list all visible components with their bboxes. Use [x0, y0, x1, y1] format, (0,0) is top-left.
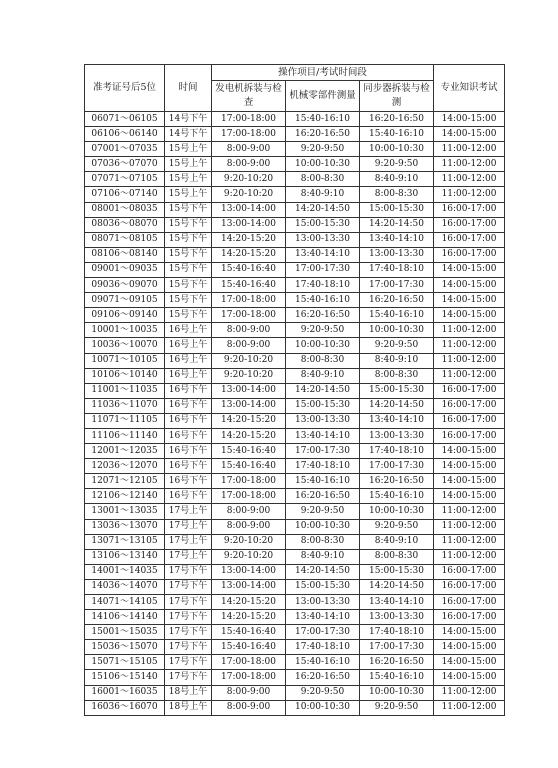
candidate-id-cell: 08001～08035: [85, 202, 165, 217]
measurement-slot-cell: 10:00-10:30: [286, 519, 360, 534]
synchronizer-slot-cell: 8:00-8:30: [360, 549, 434, 564]
synchronizer-slot-cell: 16:20-16:50: [360, 112, 434, 127]
generator-slot-cell: 9:20-10:20: [212, 368, 286, 383]
table-row: [85, 700, 505, 715]
knowledge-slot-cell: 16:00-17:00: [434, 202, 505, 217]
generator-slot-cell: 17:00-18:00: [212, 474, 286, 489]
measurement-slot-cell: 14:20-14:50: [286, 564, 360, 579]
synchronizer-slot-cell: 16:20-16:50: [360, 293, 434, 308]
generator-slot-cell: 8:00-9:00: [212, 700, 286, 715]
candidate-id-cell: 10071～10105: [85, 353, 165, 368]
measurement-slot-cell: 15:40-16:10: [286, 112, 360, 127]
measurement-slot-cell: 13:40-14:10: [286, 428, 360, 443]
candidate-id-cell: 09071～09105: [85, 293, 165, 308]
time-cell: 17号上午: [165, 534, 212, 549]
knowledge-slot-cell: 11:00-12:00: [434, 549, 505, 564]
measurement-slot-cell: 10:00-10:30: [286, 157, 360, 172]
measurement-slot-cell: 8:00-8:30: [286, 534, 360, 549]
time-cell: 15号上午: [165, 157, 212, 172]
table-row: [85, 308, 505, 323]
table-row: [85, 172, 505, 187]
synchronizer-slot-cell: 13:00-13:30: [360, 610, 434, 625]
table-row: [85, 459, 505, 474]
knowledge-slot-cell: 16:00-17:00: [434, 217, 505, 232]
measurement-slot-cell: 13:40-14:10: [286, 247, 360, 262]
knowledge-slot-cell: 11:00-12:00: [434, 142, 505, 157]
time-cell: 16号上午: [165, 338, 212, 353]
time-cell: 15号下午: [165, 308, 212, 323]
time-cell: 15号下午: [165, 247, 212, 262]
table-row: [85, 444, 505, 459]
knowledge-slot-cell: 11:00-12:00: [434, 534, 505, 549]
knowledge-slot-cell: 14:00-15:00: [434, 625, 505, 640]
time-cell: 16号下午: [165, 413, 212, 428]
synchronizer-slot-cell: 9:20-9:50: [360, 700, 434, 715]
synchronizer-slot-cell: 13:00-13:30: [360, 247, 434, 262]
synchronizer-slot-cell: 9:20-9:50: [360, 338, 434, 353]
measurement-slot-cell: 15:40-16:10: [286, 474, 360, 489]
knowledge-slot-cell: 16:00-17:00: [434, 595, 505, 610]
measurement-slot-cell: 15:00-15:30: [286, 579, 360, 594]
time-cell: 16号下午: [165, 459, 212, 474]
generator-slot-cell: 8:00-9:00: [212, 338, 286, 353]
knowledge-slot-cell: 14:00-15:00: [434, 474, 505, 489]
candidate-id-cell: 11036～11070: [85, 398, 165, 413]
knowledge-slot-cell: 11:00-12:00: [434, 700, 505, 715]
candidate-id-cell: 16036～16070: [85, 700, 165, 715]
table-row: [85, 278, 505, 293]
candidate-id-cell: 13071～13105: [85, 534, 165, 549]
generator-slot-cell: 8:00-9:00: [212, 519, 286, 534]
generator-slot-cell: 15:40-16:40: [212, 278, 286, 293]
synchronizer-slot-cell: 15:40-16:10: [360, 670, 434, 685]
time-cell: 15号上午: [165, 142, 212, 157]
knowledge-slot-cell: 11:00-12:00: [434, 353, 505, 368]
table-row: [85, 383, 505, 398]
synchronizer-slot-cell: 9:20-9:50: [360, 519, 434, 534]
candidate-id-cell: 09001～09035: [85, 262, 165, 277]
time-cell: 14号下午: [165, 127, 212, 142]
synchronizer-slot-cell: 9:20-9:50: [360, 157, 434, 172]
measurement-slot-cell: 8:40-9:10: [286, 368, 360, 383]
time-cell: 17号下午: [165, 625, 212, 640]
table-row: [85, 338, 505, 353]
measurement-slot-cell: 17:40-18:10: [286, 640, 360, 655]
time-cell: 18号上午: [165, 685, 212, 700]
candidate-id-cell: 16001～16035: [85, 685, 165, 700]
synchronizer-slot-cell: 16:20-16:50: [360, 474, 434, 489]
generator-slot-cell: 17:00-18:00: [212, 670, 286, 685]
synchronizer-slot-cell: 13:40-14:10: [360, 413, 434, 428]
time-cell: 15号下午: [165, 278, 212, 293]
time-cell: 15号下午: [165, 293, 212, 308]
synchronizer-slot-cell: 8:40-9:10: [360, 172, 434, 187]
time-cell: 17号下午: [165, 579, 212, 594]
knowledge-slot-cell: 16:00-17:00: [434, 247, 505, 262]
generator-slot-cell: 17:00-18:00: [212, 112, 286, 127]
table-row: [85, 685, 505, 700]
time-cell: 14号下午: [165, 112, 212, 127]
synchronizer-slot-cell: 14:20-14:50: [360, 217, 434, 232]
synchronizer-slot-cell: 16:20-16:50: [360, 655, 434, 670]
knowledge-slot-cell: 11:00-12:00: [434, 368, 505, 383]
knowledge-slot-cell: 14:00-15:00: [434, 278, 505, 293]
synchronizer-slot-cell: 8:40-9:10: [360, 534, 434, 549]
generator-slot-cell: 14:20-15:20: [212, 595, 286, 610]
time-cell: 17号下午: [165, 655, 212, 670]
measurement-slot-cell: 9:20-9:50: [286, 142, 360, 157]
time-cell: 15号下午: [165, 262, 212, 277]
candidate-id-cell: 10036～10070: [85, 338, 165, 353]
candidate-id-cell: 06106～06140: [85, 127, 165, 142]
measurement-slot-cell: 8:00-8:30: [286, 172, 360, 187]
generator-slot-cell: 9:20-10:20: [212, 187, 286, 202]
synchronizer-slot-cell: 15:00-15:30: [360, 564, 434, 579]
synchronizer-slot-cell: 15:40-16:10: [360, 308, 434, 323]
candidate-id-cell: 11071～11105: [85, 413, 165, 428]
time-cell: 17号下午: [165, 564, 212, 579]
table-row: [85, 519, 505, 534]
synchronizer-slot-cell: 10:00-10:30: [360, 504, 434, 519]
generator-slot-cell: 8:00-9:00: [212, 157, 286, 172]
synchronizer-slot-cell: 13:40-14:10: [360, 232, 434, 247]
time-cell: 17号下午: [165, 670, 212, 685]
header-knowledge-exam: 专业知识考试: [434, 65, 505, 112]
generator-slot-cell: 14:20-15:20: [212, 232, 286, 247]
time-cell: 15号上午: [165, 172, 212, 187]
time-cell: 18号上午: [165, 700, 212, 715]
synchronizer-slot-cell: 13:40-14:10: [360, 595, 434, 610]
knowledge-slot-cell: 11:00-12:00: [434, 172, 505, 187]
table-row: [85, 428, 505, 443]
time-cell: 17号下午: [165, 595, 212, 610]
knowledge-slot-cell: 14:00-15:00: [434, 489, 505, 504]
table-row: [85, 293, 505, 308]
knowledge-slot-cell: 11:00-12:00: [434, 157, 505, 172]
candidate-id-cell: 12071～12105: [85, 474, 165, 489]
candidate-id-cell: 12036～12070: [85, 459, 165, 474]
knowledge-slot-cell: 16:00-17:00: [434, 232, 505, 247]
knowledge-slot-cell: 16:00-17:00: [434, 398, 505, 413]
candidate-id-cell: 11001～11035: [85, 383, 165, 398]
knowledge-slot-cell: 14:00-15:00: [434, 293, 505, 308]
candidate-id-cell: 10001～10035: [85, 323, 165, 338]
synchronizer-slot-cell: 15:00-15:30: [360, 202, 434, 217]
knowledge-slot-cell: 16:00-17:00: [434, 610, 505, 625]
table-row: [85, 262, 505, 277]
table-row: [85, 157, 505, 172]
candidate-id-cell: 08071～08105: [85, 232, 165, 247]
candidate-id-cell: 13106～13140: [85, 549, 165, 564]
time-cell: 16号下午: [165, 428, 212, 443]
table-row: [85, 112, 505, 127]
time-cell: 15号下午: [165, 232, 212, 247]
table-row: [85, 474, 505, 489]
generator-slot-cell: 8:00-9:00: [212, 504, 286, 519]
time-cell: 15号上午: [165, 187, 212, 202]
generator-slot-cell: 17:00-18:00: [212, 655, 286, 670]
table-row: [85, 595, 505, 610]
knowledge-slot-cell: 16:00-17:00: [434, 579, 505, 594]
candidate-id-cell: 15106～15140: [85, 670, 165, 685]
time-cell: 16号下午: [165, 489, 212, 504]
table-row: [85, 489, 505, 504]
candidate-id-cell: 12106～12140: [85, 489, 165, 504]
synchronizer-slot-cell: 17:40-18:10: [360, 262, 434, 277]
schedule-page: [84, 64, 504, 716]
synchronizer-slot-cell: 15:40-16:10: [360, 127, 434, 142]
synchronizer-slot-cell: 14:20-14:50: [360, 579, 434, 594]
measurement-slot-cell: 16:20-16:50: [286, 127, 360, 142]
measurement-slot-cell: 9:20-9:50: [286, 504, 360, 519]
generator-slot-cell: 17:00-18:00: [212, 308, 286, 323]
candidate-id-cell: 07001～07035: [85, 142, 165, 157]
measurement-slot-cell: 9:20-9:50: [286, 323, 360, 338]
table-row: [85, 247, 505, 262]
knowledge-slot-cell: 14:00-15:00: [434, 640, 505, 655]
synchronizer-slot-cell: 8:40-9:10: [360, 353, 434, 368]
time-cell: 16号上午: [165, 323, 212, 338]
generator-slot-cell: 15:40-16:40: [212, 459, 286, 474]
generator-slot-cell: 17:00-18:00: [212, 489, 286, 504]
header-synchronizer-disassembly: 同步器拆装与检测: [360, 81, 434, 112]
generator-slot-cell: 14:20-15:20: [212, 247, 286, 262]
measurement-slot-cell: 17:00-17:30: [286, 625, 360, 640]
candidate-id-cell: 14001～14035: [85, 564, 165, 579]
table-row: [85, 549, 505, 564]
table-row: [85, 579, 505, 594]
generator-slot-cell: 9:20-10:20: [212, 534, 286, 549]
time-cell: 16号上午: [165, 353, 212, 368]
candidate-id-cell: 14071～14105: [85, 595, 165, 610]
candidate-id-cell: 11106～11140: [85, 428, 165, 443]
candidate-id-cell: 13001～13035: [85, 504, 165, 519]
knowledge-slot-cell: 14:00-15:00: [434, 308, 505, 323]
table-row: [85, 413, 505, 428]
candidate-id-cell: 14036～14070: [85, 579, 165, 594]
candidate-id-cell: 15071～15105: [85, 655, 165, 670]
generator-slot-cell: 9:20-10:20: [212, 549, 286, 564]
candidate-id-cell: 10106～10140: [85, 368, 165, 383]
measurement-slot-cell: 10:00-10:30: [286, 338, 360, 353]
knowledge-slot-cell: 14:00-15:00: [434, 262, 505, 277]
table-row: [85, 655, 505, 670]
table-row: [85, 202, 505, 217]
table-row: [85, 232, 505, 247]
table-row: [85, 187, 505, 202]
knowledge-slot-cell: 14:00-15:00: [434, 444, 505, 459]
measurement-slot-cell: 16:20-16:50: [286, 670, 360, 685]
candidate-id-cell: 12001～12035: [85, 444, 165, 459]
candidate-id-cell: 09106～09140: [85, 308, 165, 323]
generator-slot-cell: 8:00-9:00: [212, 685, 286, 700]
measurement-slot-cell: 15:40-16:10: [286, 293, 360, 308]
header-candidate-id: 准考证号后5位: [85, 65, 165, 112]
synchronizer-slot-cell: 17:00-17:30: [360, 640, 434, 655]
generator-slot-cell: 9:20-10:20: [212, 353, 286, 368]
knowledge-slot-cell: 11:00-12:00: [434, 338, 505, 353]
table-row: [85, 504, 505, 519]
candidate-id-cell: 15036～15070: [85, 640, 165, 655]
synchronizer-slot-cell: 17:00-17:30: [360, 278, 434, 293]
knowledge-slot-cell: 14:00-15:00: [434, 670, 505, 685]
candidate-id-cell: 08036～08070: [85, 217, 165, 232]
synchronizer-slot-cell: 14:20-14:50: [360, 398, 434, 413]
synchronizer-slot-cell: 15:00-15:30: [360, 383, 434, 398]
knowledge-slot-cell: 11:00-12:00: [434, 504, 505, 519]
synchronizer-slot-cell: 17:40-18:10: [360, 444, 434, 459]
table-row: [85, 323, 505, 338]
generator-slot-cell: 13:00-14:00: [212, 398, 286, 413]
generator-slot-cell: 17:00-18:00: [212, 293, 286, 308]
knowledge-slot-cell: 16:00-17:00: [434, 564, 505, 579]
table-row: [85, 610, 505, 625]
synchronizer-slot-cell: 15:40-16:10: [360, 489, 434, 504]
generator-slot-cell: 13:00-14:00: [212, 564, 286, 579]
measurement-slot-cell: 8:00-8:30: [286, 353, 360, 368]
measurement-slot-cell: 8:40-9:10: [286, 187, 360, 202]
generator-slot-cell: 15:40-16:40: [212, 640, 286, 655]
knowledge-slot-cell: 16:00-17:00: [434, 428, 505, 443]
generator-slot-cell: 14:20-15:20: [212, 428, 286, 443]
header-operation-items: 操作项目/考试时间段: [212, 65, 434, 81]
measurement-slot-cell: 16:20-16:50: [286, 308, 360, 323]
generator-slot-cell: 15:40-16:40: [212, 444, 286, 459]
synchronizer-slot-cell: 13:00-13:30: [360, 428, 434, 443]
candidate-id-cell: 07036～07070: [85, 157, 165, 172]
generator-slot-cell: 13:00-14:00: [212, 202, 286, 217]
knowledge-slot-cell: 14:00-15:00: [434, 112, 505, 127]
knowledge-slot-cell: 11:00-12:00: [434, 323, 505, 338]
candidate-id-cell: 07106～07140: [85, 187, 165, 202]
measurement-slot-cell: 17:40-18:10: [286, 278, 360, 293]
measurement-slot-cell: 17:40-18:10: [286, 459, 360, 474]
generator-slot-cell: 13:00-14:00: [212, 579, 286, 594]
table-row: [85, 670, 505, 685]
time-cell: 17号下午: [165, 610, 212, 625]
synchronizer-slot-cell: 17:40-18:10: [360, 625, 434, 640]
time-cell: 16号上午: [165, 368, 212, 383]
measurement-slot-cell: 15:00-15:30: [286, 398, 360, 413]
knowledge-slot-cell: 16:00-17:00: [434, 413, 505, 428]
header-time: 时间: [165, 65, 212, 112]
header-generator-disassembly: 发电机拆装与检查: [212, 81, 286, 112]
generator-slot-cell: 8:00-9:00: [212, 323, 286, 338]
table-row: [85, 217, 505, 232]
generator-slot-cell: 14:20-15:20: [212, 413, 286, 428]
measurement-slot-cell: 14:20-14:50: [286, 202, 360, 217]
time-cell: 17号上午: [165, 549, 212, 564]
knowledge-slot-cell: 11:00-12:00: [434, 519, 505, 534]
table-row: [85, 398, 505, 413]
measurement-slot-cell: 16:20-16:50: [286, 489, 360, 504]
time-cell: 16号下午: [165, 383, 212, 398]
generator-slot-cell: 8:00-9:00: [212, 142, 286, 157]
time-cell: 16号下午: [165, 444, 212, 459]
synchronizer-slot-cell: 10:00-10:30: [360, 685, 434, 700]
time-cell: 16号下午: [165, 398, 212, 413]
synchronizer-slot-cell: 8:00-8:30: [360, 187, 434, 202]
measurement-slot-cell: 9:20-9:50: [286, 685, 360, 700]
time-cell: 17号下午: [165, 640, 212, 655]
measurement-slot-cell: 13:00-13:30: [286, 232, 360, 247]
table-header: [85, 65, 505, 112]
generator-slot-cell: 14:20-15:20: [212, 610, 286, 625]
generator-slot-cell: 13:00-14:00: [212, 217, 286, 232]
time-cell: 15号下午: [165, 217, 212, 232]
synchronizer-slot-cell: 8:00-8:30: [360, 368, 434, 383]
generator-slot-cell: 13:00-14:00: [212, 383, 286, 398]
table-row: [85, 368, 505, 383]
table-row: [85, 640, 505, 655]
knowledge-slot-cell: 16:00-17:00: [434, 383, 505, 398]
candidate-id-cell: 08106～08140: [85, 247, 165, 262]
synchronizer-slot-cell: 10:00-10:30: [360, 142, 434, 157]
header-parts-measurement: 机械零部件测量: [286, 81, 360, 112]
knowledge-slot-cell: 14:00-15:00: [434, 459, 505, 474]
knowledge-slot-cell: 11:00-12:00: [434, 685, 505, 700]
measurement-slot-cell: 8:40-9:10: [286, 549, 360, 564]
knowledge-slot-cell: 14:00-15:00: [434, 127, 505, 142]
time-cell: 17号上午: [165, 504, 212, 519]
candidate-id-cell: 07071～07105: [85, 172, 165, 187]
generator-slot-cell: 17:00-18:00: [212, 127, 286, 142]
time-cell: 17号上午: [165, 519, 212, 534]
candidate-id-cell: 09036～09070: [85, 278, 165, 293]
table-row: [85, 625, 505, 640]
exam-schedule-table: [84, 64, 505, 716]
generator-slot-cell: 15:40-16:40: [212, 262, 286, 277]
table-row: [85, 142, 505, 157]
measurement-slot-cell: 15:00-15:30: [286, 217, 360, 232]
generator-slot-cell: 15:40-16:40: [212, 625, 286, 640]
table-row: [85, 564, 505, 579]
measurement-slot-cell: 13:40-14:10: [286, 610, 360, 625]
measurement-slot-cell: 14:20-14:50: [286, 383, 360, 398]
candidate-id-cell: 14106～14140: [85, 610, 165, 625]
time-cell: 15号下午: [165, 202, 212, 217]
measurement-slot-cell: 13:00-13:30: [286, 595, 360, 610]
synchronizer-slot-cell: 10:00-10:30: [360, 323, 434, 338]
table-row: [85, 353, 505, 368]
table-row: [85, 534, 505, 549]
knowledge-slot-cell: 11:00-12:00: [434, 187, 505, 202]
synchronizer-slot-cell: 17:00-17:30: [360, 459, 434, 474]
knowledge-slot-cell: 14:00-15:00: [434, 655, 505, 670]
time-cell: 16号下午: [165, 474, 212, 489]
table-body: [85, 112, 505, 716]
candidate-id-cell: 15001～15035: [85, 625, 165, 640]
measurement-slot-cell: 13:00-13:30: [286, 413, 360, 428]
candidate-id-cell: 13036～13070: [85, 519, 165, 534]
measurement-slot-cell: 17:00-17:30: [286, 262, 360, 277]
generator-slot-cell: 9:20-10:20: [212, 172, 286, 187]
table-row: [85, 127, 505, 142]
measurement-slot-cell: 15:40-16:10: [286, 655, 360, 670]
measurement-slot-cell: 10:00-10:30: [286, 700, 360, 715]
measurement-slot-cell: 17:00-17:30: [286, 444, 360, 459]
candidate-id-cell: 06071～06105: [85, 112, 165, 127]
